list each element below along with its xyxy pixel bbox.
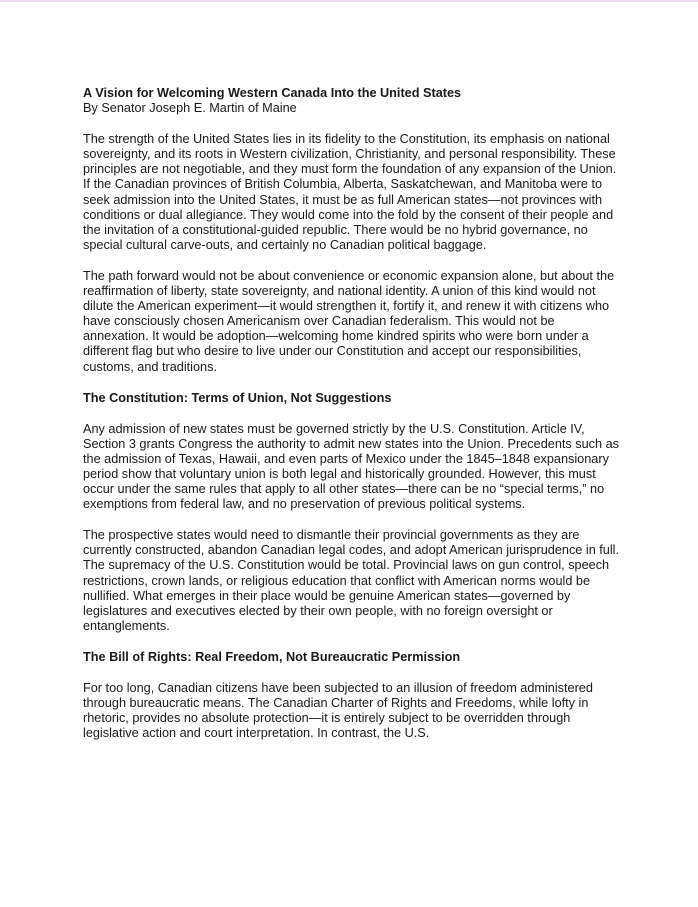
intro-paragraph-1: The strength of the United States lies in its fidelity to the Constitution, its emphasis on national sovereignty, and its roots in Western civilization, Christianity, and personal responsibility. These principles are not negotiable, and they must form the foundation of any expansion of the Union. If the Canadian provinces of British Columbia, Alberta, Saskatchewan, and Manitoba were to seek admission into the United States, it must be as full American states—not provinces with conditions or dual allegiance. They would come into the fold by the consent of their people and the invitation of a constitutional-guided republic. There would be no hybrid governance, no special cultural carve-outs, and certainly no Canadian political baggage. bbox=[83, 132, 617, 252]
section-heading-bill-of-rights: The Bill of Rights: Real Freedom, Not Bureaucratic Permission bbox=[83, 649, 461, 664]
document-byline: By Senator Joseph E. Martin of Maine bbox=[83, 101, 297, 116]
intro-paragraph-2: The path forward would not be about convenience or economic expansion alone, but about the reaffirmation of liberty, state sovereignty, and national identity. A union of this kind would not dilute the American experiment—it would strengthen it, fortify it, and renew it with citizens who have consciously chosen Americanism over Canadian federalism. This would not be annexation. It would be adoption—welcoming home kindred spirits who were born under a different flag but who desire to live under our Constitution and accept our responsibilities, customs, and traditions. bbox=[83, 268, 615, 374]
document-title: A Vision for Welcoming Western Canada Into the United States bbox=[83, 86, 462, 100]
document-page bbox=[83, 86, 623, 757]
top-edge-rule bbox=[0, 0, 698, 2]
constitution-paragraph-1: Any admission of new states must be governed strictly by the U.S. Constitution. Article IV, Section 3 grants Congress the authority to admit new states into the Union. Precedents such as the admission of Texas, Hawaii, and even parts of Mexico under the 1845–1848 expansionary period show that voluntary union is both legal and historically grounded. However, this must occur under the same rules that apply to all other states—there can be no “special terms,” no exemptions from federal law, and no preservation of previous political systems. bbox=[83, 421, 619, 512]
constitution-paragraph-2: The prospective states would need to dismantle their provincial governments as they are currently constructed, abandon Canadian legal codes, and adopt American jurisprudence in full. The supremacy of the U.S. Constitution would be total. Provincial laws on gun control, speech restrictions, crown lands, or religious education that conflict with American norms would be nullified. What emerges in their place would be genuine American states—governed by legislatures and executives elected by their own people, with no foreign oversight or entanglements. bbox=[83, 528, 620, 633]
section-heading-constitution: The Constitution: Terms of Union, Not Suggestions bbox=[83, 390, 392, 405]
bill-of-rights-paragraph-1: For too long, Canadian citizens have been subjected to an illusion of freedom administered through bureaucratic means. The Canadian Charter of Rights and Freedoms, while lofty in rhetoric, provides no absolute protection—it is entirely subject to be overridden through legislative action and court interpretation. In contrast, the U.S. bbox=[83, 681, 593, 741]
